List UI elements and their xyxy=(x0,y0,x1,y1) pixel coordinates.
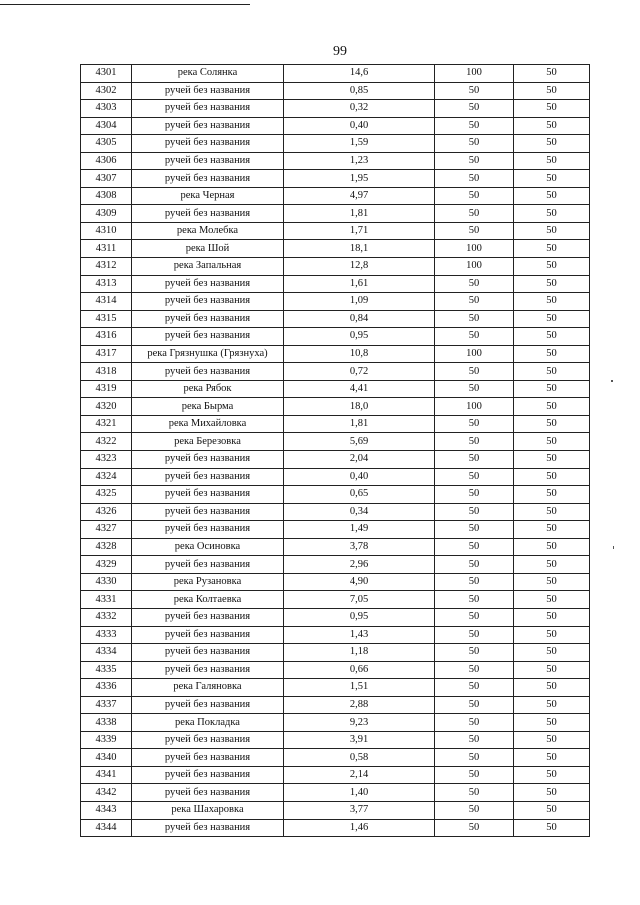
water-body-name-cell: ручей без названия xyxy=(132,644,284,662)
table-row xyxy=(81,819,590,837)
row-number-cell: 4337 xyxy=(81,696,132,714)
value-b-cell: 50 xyxy=(514,345,590,363)
length-cell: 0,58 xyxy=(284,749,435,767)
water-body-name-cell: ручей без названия xyxy=(132,275,284,293)
value-a-cell: 50 xyxy=(435,152,514,170)
table-row xyxy=(81,468,590,486)
length-cell: 2,96 xyxy=(284,556,435,574)
value-b-cell: 50 xyxy=(514,608,590,626)
value-a-cell: 50 xyxy=(435,731,514,749)
table-row xyxy=(81,187,590,205)
row-number-cell: 4329 xyxy=(81,556,132,574)
value-a-cell: 50 xyxy=(435,644,514,662)
water-body-name-cell: река Молебка xyxy=(132,222,284,240)
length-cell: 1,49 xyxy=(284,521,435,539)
value-b-cell: 50 xyxy=(514,556,590,574)
value-b-cell: 50 xyxy=(514,503,590,521)
value-b-cell: 50 xyxy=(514,696,590,714)
row-number-cell: 4323 xyxy=(81,451,132,469)
row-number-cell: 4319 xyxy=(81,380,132,398)
value-b-cell: 50 xyxy=(514,679,590,697)
length-cell: 4,90 xyxy=(284,573,435,591)
value-b-cell: 50 xyxy=(514,310,590,328)
value-a-cell: 50 xyxy=(435,187,514,205)
water-body-name-cell: ручей без названия xyxy=(132,556,284,574)
row-number-cell: 4325 xyxy=(81,486,132,504)
row-number-cell: 4335 xyxy=(81,661,132,679)
length-cell: 12,8 xyxy=(284,258,435,276)
table-row xyxy=(81,573,590,591)
table-row xyxy=(81,152,590,170)
value-a-cell: 50 xyxy=(435,433,514,451)
value-b-cell: 50 xyxy=(514,801,590,819)
length-cell: 3,77 xyxy=(284,801,435,819)
length-cell: 1,46 xyxy=(284,819,435,837)
scan-speck xyxy=(611,380,613,382)
length-cell: 9,23 xyxy=(284,714,435,732)
table-row xyxy=(81,82,590,100)
water-bodies-table xyxy=(80,64,590,837)
length-cell: 2,04 xyxy=(284,451,435,469)
value-a-cell: 50 xyxy=(435,801,514,819)
value-b-cell: 50 xyxy=(514,82,590,100)
length-cell: 1,43 xyxy=(284,626,435,644)
row-number-cell: 4318 xyxy=(81,363,132,381)
water-body-name-cell: река Грязнушка (Грязнуха) xyxy=(132,345,284,363)
value-b-cell: 50 xyxy=(514,240,590,258)
row-number-cell: 4340 xyxy=(81,749,132,767)
value-a-cell: 50 xyxy=(435,222,514,240)
table-row xyxy=(81,661,590,679)
table-row xyxy=(81,240,590,258)
water-body-name-cell: река Михайловка xyxy=(132,415,284,433)
value-b-cell: 50 xyxy=(514,187,590,205)
table-row xyxy=(81,328,590,346)
row-number-cell: 4321 xyxy=(81,415,132,433)
value-b-cell: 50 xyxy=(514,328,590,346)
value-a-cell: 100 xyxy=(435,240,514,258)
table-row xyxy=(81,766,590,784)
value-b-cell: 50 xyxy=(514,258,590,276)
row-number-cell: 4315 xyxy=(81,310,132,328)
value-b-cell: 50 xyxy=(514,222,590,240)
water-body-name-cell: ручей без названия xyxy=(132,293,284,311)
row-number-cell: 4343 xyxy=(81,801,132,819)
value-a-cell: 50 xyxy=(435,170,514,188)
length-cell: 1,81 xyxy=(284,205,435,223)
table-row xyxy=(81,503,590,521)
length-cell: 0,40 xyxy=(284,468,435,486)
water-body-name-cell: ручей без названия xyxy=(132,328,284,346)
value-a-cell: 50 xyxy=(435,380,514,398)
row-number-cell: 4303 xyxy=(81,100,132,118)
length-cell: 7,05 xyxy=(284,591,435,609)
length-cell: 10,8 xyxy=(284,345,435,363)
table-row xyxy=(81,608,590,626)
water-body-name-cell: ручей без названия xyxy=(132,661,284,679)
water-body-name-cell: река Рузановка xyxy=(132,573,284,591)
value-b-cell: 50 xyxy=(514,714,590,732)
water-body-name-cell: ручей без названия xyxy=(132,100,284,118)
table-row xyxy=(81,170,590,188)
value-b-cell: 50 xyxy=(514,170,590,188)
table-row xyxy=(81,714,590,732)
row-number-cell: 4324 xyxy=(81,468,132,486)
row-number-cell: 4301 xyxy=(81,65,132,83)
water-body-name-cell: река Галяновка xyxy=(132,679,284,697)
length-cell: 2,14 xyxy=(284,766,435,784)
row-number-cell: 4327 xyxy=(81,521,132,539)
value-a-cell: 50 xyxy=(435,363,514,381)
table-row xyxy=(81,380,590,398)
water-body-name-cell: ручей без названия xyxy=(132,451,284,469)
value-b-cell: 50 xyxy=(514,433,590,451)
value-a-cell: 50 xyxy=(435,451,514,469)
table-row xyxy=(81,591,590,609)
length-cell: 0,65 xyxy=(284,486,435,504)
water-body-name-cell: ручей без названия xyxy=(132,205,284,223)
value-a-cell: 100 xyxy=(435,345,514,363)
table-row xyxy=(81,258,590,276)
value-a-cell: 50 xyxy=(435,556,514,574)
row-number-cell: 4333 xyxy=(81,626,132,644)
row-number-cell: 4308 xyxy=(81,187,132,205)
value-a-cell: 50 xyxy=(435,538,514,556)
value-b-cell: 50 xyxy=(514,749,590,767)
table-body xyxy=(81,65,590,837)
water-body-name-cell: ручей без названия xyxy=(132,468,284,486)
water-body-name-cell: ручей без названия xyxy=(132,503,284,521)
water-body-name-cell: ручей без названия xyxy=(132,117,284,135)
table-row xyxy=(81,749,590,767)
table-row xyxy=(81,135,590,153)
row-number-cell: 4339 xyxy=(81,731,132,749)
value-a-cell: 50 xyxy=(435,135,514,153)
water-body-name-cell: река Осиновка xyxy=(132,538,284,556)
value-a-cell: 50 xyxy=(435,117,514,135)
value-a-cell: 50 xyxy=(435,521,514,539)
value-b-cell: 50 xyxy=(514,538,590,556)
water-body-name-cell: река Шой xyxy=(132,240,284,258)
row-number-cell: 4334 xyxy=(81,644,132,662)
value-b-cell: 50 xyxy=(514,819,590,837)
table-row xyxy=(81,644,590,662)
table-row xyxy=(81,451,590,469)
value-a-cell: 50 xyxy=(435,608,514,626)
length-cell: 0,85 xyxy=(284,82,435,100)
water-body-name-cell: ручей без названия xyxy=(132,731,284,749)
value-a-cell: 100 xyxy=(435,65,514,83)
length-cell: 0,72 xyxy=(284,363,435,381)
water-body-name-cell: ручей без названия xyxy=(132,608,284,626)
value-b-cell: 50 xyxy=(514,731,590,749)
row-number-cell: 4311 xyxy=(81,240,132,258)
length-cell: 1,51 xyxy=(284,679,435,697)
water-body-name-cell: ручей без названия xyxy=(132,766,284,784)
value-b-cell: 50 xyxy=(514,152,590,170)
value-a-cell: 50 xyxy=(435,626,514,644)
value-b-cell: 50 xyxy=(514,644,590,662)
value-b-cell: 50 xyxy=(514,573,590,591)
value-a-cell: 50 xyxy=(435,293,514,311)
value-a-cell: 50 xyxy=(435,82,514,100)
row-number-cell: 4313 xyxy=(81,275,132,293)
water-body-name-cell: ручей без названия xyxy=(132,521,284,539)
value-b-cell: 50 xyxy=(514,451,590,469)
value-a-cell: 50 xyxy=(435,100,514,118)
value-a-cell: 50 xyxy=(435,679,514,697)
row-number-cell: 4328 xyxy=(81,538,132,556)
value-a-cell: 50 xyxy=(435,328,514,346)
row-number-cell: 4316 xyxy=(81,328,132,346)
value-b-cell: 50 xyxy=(514,415,590,433)
row-number-cell: 4305 xyxy=(81,135,132,153)
length-cell: 2,88 xyxy=(284,696,435,714)
water-body-name-cell: река Солянка xyxy=(132,65,284,83)
table-row xyxy=(81,731,590,749)
table-row xyxy=(81,538,590,556)
water-body-name-cell: ручей без названия xyxy=(132,819,284,837)
value-a-cell: 50 xyxy=(435,714,514,732)
water-body-name-cell: ручей без названия xyxy=(132,626,284,644)
table-row xyxy=(81,205,590,223)
length-cell: 1,09 xyxy=(284,293,435,311)
length-cell: 18,1 xyxy=(284,240,435,258)
length-cell: 0,84 xyxy=(284,310,435,328)
length-cell: 18,0 xyxy=(284,398,435,416)
value-a-cell: 50 xyxy=(435,310,514,328)
water-body-name-cell: ручей без названия xyxy=(132,696,284,714)
value-b-cell: 50 xyxy=(514,661,590,679)
value-a-cell: 50 xyxy=(435,661,514,679)
water-body-name-cell: ручей без названия xyxy=(132,363,284,381)
row-number-cell: 4344 xyxy=(81,819,132,837)
water-body-name-cell: ручей без названия xyxy=(132,486,284,504)
water-body-name-cell: река Бырма xyxy=(132,398,284,416)
row-number-cell: 4331 xyxy=(81,591,132,609)
water-body-name-cell: ручей без названия xyxy=(132,170,284,188)
row-number-cell: 4338 xyxy=(81,714,132,732)
page-number: 99 xyxy=(333,44,347,59)
row-number-cell: 4341 xyxy=(81,766,132,784)
value-b-cell: 50 xyxy=(514,363,590,381)
row-number-cell: 4336 xyxy=(81,679,132,697)
water-body-name-cell: река Запальная xyxy=(132,258,284,276)
length-cell: 0,95 xyxy=(284,608,435,626)
value-a-cell: 50 xyxy=(435,573,514,591)
row-number-cell: 4326 xyxy=(81,503,132,521)
row-number-cell: 4312 xyxy=(81,258,132,276)
value-b-cell: 50 xyxy=(514,766,590,784)
value-b-cell: 50 xyxy=(514,468,590,486)
row-number-cell: 4342 xyxy=(81,784,132,802)
scan-speck xyxy=(613,546,614,549)
value-b-cell: 50 xyxy=(514,65,590,83)
table-row xyxy=(81,486,590,504)
length-cell: 14,6 xyxy=(284,65,435,83)
table-row xyxy=(81,556,590,574)
length-cell: 4,41 xyxy=(284,380,435,398)
table-row xyxy=(81,293,590,311)
table-row xyxy=(81,363,590,381)
value-b-cell: 50 xyxy=(514,380,590,398)
water-body-name-cell: ручей без названия xyxy=(132,784,284,802)
table-row xyxy=(81,696,590,714)
length-cell: 0,34 xyxy=(284,503,435,521)
table-row xyxy=(81,679,590,697)
value-b-cell: 50 xyxy=(514,486,590,504)
value-b-cell: 50 xyxy=(514,626,590,644)
length-cell: 1,81 xyxy=(284,415,435,433)
length-cell: 1,59 xyxy=(284,135,435,153)
water-body-name-cell: ручей без названия xyxy=(132,749,284,767)
water-body-name-cell: ручей без названия xyxy=(132,152,284,170)
value-b-cell: 50 xyxy=(514,100,590,118)
value-b-cell: 50 xyxy=(514,205,590,223)
value-a-cell: 50 xyxy=(435,486,514,504)
row-number-cell: 4320 xyxy=(81,398,132,416)
table-row xyxy=(81,433,590,451)
water-body-name-cell: ручей без названия xyxy=(132,135,284,153)
table-row xyxy=(81,784,590,802)
value-b-cell: 50 xyxy=(514,591,590,609)
table-row xyxy=(81,801,590,819)
value-b-cell: 50 xyxy=(514,784,590,802)
top-rule xyxy=(0,4,250,5)
value-a-cell: 50 xyxy=(435,468,514,486)
length-cell: 1,95 xyxy=(284,170,435,188)
row-number-cell: 4314 xyxy=(81,293,132,311)
water-body-name-cell: река Березовка xyxy=(132,433,284,451)
value-b-cell: 50 xyxy=(514,135,590,153)
row-number-cell: 4309 xyxy=(81,205,132,223)
value-a-cell: 50 xyxy=(435,766,514,784)
length-cell: 4,97 xyxy=(284,187,435,205)
value-a-cell: 50 xyxy=(435,415,514,433)
value-b-cell: 50 xyxy=(514,398,590,416)
length-cell: 0,40 xyxy=(284,117,435,135)
water-body-name-cell: ручей без названия xyxy=(132,82,284,100)
table-row xyxy=(81,415,590,433)
value-a-cell: 100 xyxy=(435,398,514,416)
value-a-cell: 50 xyxy=(435,205,514,223)
table-row xyxy=(81,117,590,135)
table-row xyxy=(81,65,590,83)
length-cell: 1,18 xyxy=(284,644,435,662)
table-row xyxy=(81,222,590,240)
value-a-cell: 50 xyxy=(435,275,514,293)
row-number-cell: 4322 xyxy=(81,433,132,451)
length-cell: 1,61 xyxy=(284,275,435,293)
row-number-cell: 4307 xyxy=(81,170,132,188)
row-number-cell: 4304 xyxy=(81,117,132,135)
length-cell: 5,69 xyxy=(284,433,435,451)
table-row xyxy=(81,275,590,293)
value-a-cell: 50 xyxy=(435,503,514,521)
table-row xyxy=(81,345,590,363)
length-cell: 1,23 xyxy=(284,152,435,170)
row-number-cell: 4302 xyxy=(81,82,132,100)
length-cell: 3,78 xyxy=(284,538,435,556)
value-a-cell: 50 xyxy=(435,784,514,802)
table-row xyxy=(81,398,590,416)
value-b-cell: 50 xyxy=(514,275,590,293)
length-cell: 0,32 xyxy=(284,100,435,118)
length-cell: 1,71 xyxy=(284,222,435,240)
water-body-name-cell: река Рябок xyxy=(132,380,284,398)
value-b-cell: 50 xyxy=(514,117,590,135)
row-number-cell: 4330 xyxy=(81,573,132,591)
value-b-cell: 50 xyxy=(514,293,590,311)
length-cell: 0,95 xyxy=(284,328,435,346)
water-body-name-cell: река Покладка xyxy=(132,714,284,732)
value-a-cell: 100 xyxy=(435,258,514,276)
value-a-cell: 50 xyxy=(435,819,514,837)
value-b-cell: 50 xyxy=(514,521,590,539)
length-cell: 3,91 xyxy=(284,731,435,749)
table-row xyxy=(81,626,590,644)
water-body-name-cell: река Колтаевка xyxy=(132,591,284,609)
length-cell: 1,40 xyxy=(284,784,435,802)
row-number-cell: 4310 xyxy=(81,222,132,240)
length-cell: 0,66 xyxy=(284,661,435,679)
row-number-cell: 4332 xyxy=(81,608,132,626)
value-a-cell: 50 xyxy=(435,749,514,767)
row-number-cell: 4306 xyxy=(81,152,132,170)
water-body-name-cell: река Черная xyxy=(132,187,284,205)
row-number-cell: 4317 xyxy=(81,345,132,363)
table-row xyxy=(81,310,590,328)
water-body-name-cell: ручей без названия xyxy=(132,310,284,328)
value-a-cell: 50 xyxy=(435,591,514,609)
water-body-name-cell: река Шахаровка xyxy=(132,801,284,819)
value-a-cell: 50 xyxy=(435,696,514,714)
table-row xyxy=(81,521,590,539)
table-row xyxy=(81,100,590,118)
